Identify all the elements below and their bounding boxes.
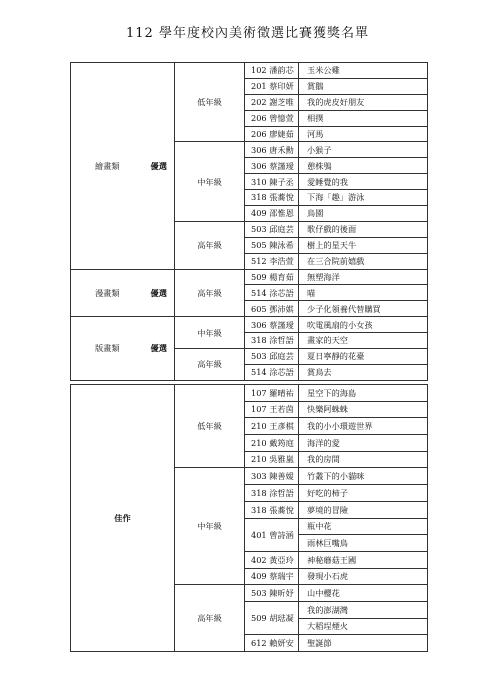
- student-name: 210 戴筠庭: [245, 435, 299, 452]
- painting-category: 繪畫類: [71, 63, 144, 270]
- student-name: 401 曾詩涵: [245, 518, 299, 551]
- student-name: 210 王彥棋: [245, 418, 299, 435]
- work-title: 賞鵝: [299, 78, 428, 94]
- student-name: 514 涂芯語: [245, 364, 299, 380]
- student-name: 318 張蕎悅: [245, 501, 299, 518]
- work-title: 聖誕節: [299, 635, 428, 652]
- student-name: 306 唐禾勳: [245, 142, 299, 158]
- work-title: 我的澎湖灣: [299, 601, 428, 618]
- work-title: 玉米公雞: [299, 63, 428, 79]
- print-award: 優選: [144, 317, 175, 381]
- student-name: 605 鄧沛娸: [245, 301, 299, 317]
- work-title: 星空下的海島: [299, 385, 428, 402]
- work-title: 我的虎皮好朋友: [299, 94, 428, 110]
- work-title: 雨林巨嘴鳥: [299, 535, 428, 552]
- work-title: 少子化領養代替購買: [299, 301, 428, 317]
- work-title: 河馬: [299, 126, 428, 142]
- student-name: 409 邵惟恩: [245, 206, 299, 222]
- work-title: 下海「趣」游泳: [299, 190, 428, 206]
- work-title: 大稻埕煙火: [299, 618, 428, 635]
- student-name: 318 涂哲語: [245, 485, 299, 502]
- grade-cell: 高年級: [175, 349, 245, 381]
- work-title: 吹電風扇的小女孩: [299, 317, 428, 333]
- work-title: 神秘蘑菇王國: [299, 551, 428, 568]
- work-title: 夢境的冒險: [299, 501, 428, 518]
- grade-cell: 中年級: [175, 468, 245, 585]
- student-name: 318 涂哲語: [245, 333, 299, 349]
- table-row: [71, 385, 428, 402]
- student-name: 107 王若茵: [245, 401, 299, 418]
- student-name: 509 胡琺凝: [245, 601, 299, 634]
- student-name: 210 吳雅嵐: [245, 451, 299, 468]
- comics-category: 漫畫類: [71, 269, 144, 317]
- work-title: 樹上的星天牛: [299, 237, 428, 253]
- grade-cell: 高年級: [175, 269, 245, 317]
- award-table-honorable-mention-body: [71, 385, 428, 652]
- student-name: 102 潘韵芯: [245, 63, 299, 79]
- work-title: 相撲: [299, 110, 428, 126]
- student-name: 306 蔡謹璦: [245, 317, 299, 333]
- student-name: 306 蔡謹璦: [245, 158, 299, 174]
- work-title: 喵: [299, 285, 428, 301]
- comics-award: 優選: [144, 269, 175, 317]
- table-row: [71, 269, 428, 285]
- student-name: 409 蔡瑞宇: [245, 568, 299, 585]
- work-title: 愛睡覺的我: [299, 174, 428, 190]
- grade-cell: 中年級: [175, 142, 245, 221]
- student-name: 612 賴妍安: [245, 635, 299, 652]
- student-name: 512 李浩萱: [245, 253, 299, 269]
- work-title: 賞鳥去: [299, 364, 428, 380]
- student-name: 318 張蕎悅: [245, 190, 299, 206]
- student-name: 505 陳泳希: [245, 237, 299, 253]
- document-title: 112 學年度校內美術徵選比賽獲獎名單: [126, 26, 369, 41]
- work-title: 我的房間: [299, 451, 428, 468]
- work-title: 山中櫻花: [299, 585, 428, 602]
- student-name: 303 陳善嫒: [245, 468, 299, 485]
- painting-award: 優選: [144, 63, 175, 270]
- work-title: 好吃的柿子: [299, 485, 428, 502]
- award-table-excellent-body: [71, 63, 428, 381]
- work-title: 夏日寧靜的花臺: [299, 349, 428, 365]
- table-row: [71, 63, 428, 79]
- table-row: [71, 317, 428, 333]
- student-name: 206 曾憶萱: [245, 110, 299, 126]
- student-name: 514 涂芯語: [245, 285, 299, 301]
- student-name: 206 廖婕茹: [245, 126, 299, 142]
- grade-cell: 低年級: [175, 385, 245, 468]
- grade-cell: 高年級: [175, 585, 245, 652]
- work-title: 歌仔戲的後面: [299, 221, 428, 237]
- award-table-excellent: [70, 62, 428, 381]
- work-title: 無塑海洋: [299, 269, 428, 285]
- work-title: 憩株鴞: [299, 158, 428, 174]
- grade-cell: 低年級: [175, 63, 245, 142]
- student-name: 503 陳昕妤: [245, 585, 299, 602]
- work-title: 我的小小環遊世界: [299, 418, 428, 435]
- work-title: 鳥園: [299, 206, 428, 222]
- student-name: 202 謝芝唯: [245, 94, 299, 110]
- student-name: 509 楊育茹: [245, 269, 299, 285]
- work-title: 畫家的天空: [299, 333, 428, 349]
- work-title: 小猴子: [299, 142, 428, 158]
- work-title: 發現小石虎: [299, 568, 428, 585]
- student-name: 503 邱庭芸: [245, 349, 299, 365]
- student-name: 201 蔡印妍: [245, 78, 299, 94]
- student-name: 107 羅晴祐: [245, 385, 299, 402]
- grade-cell: 中年級: [175, 317, 245, 349]
- work-title: 瓶中花: [299, 518, 428, 535]
- work-title: 在三合院前嬉戲: [299, 253, 428, 269]
- print-category: 版畫類: [71, 317, 144, 381]
- award-table-honorable-mention: [70, 384, 428, 652]
- work-title: 竹叢下的小貓咪: [299, 468, 428, 485]
- work-title: 海洋的愛: [299, 435, 428, 452]
- student-name: 310 陳子丞: [245, 174, 299, 190]
- work-title: 快樂阿蛛蛛: [299, 401, 428, 418]
- student-name: 503 邱庭芸: [245, 221, 299, 237]
- student-name: 402 黃亞玲: [245, 551, 299, 568]
- grade-cell: 高年級: [175, 221, 245, 269]
- honorable-mention-award: 佳作: [71, 385, 175, 652]
